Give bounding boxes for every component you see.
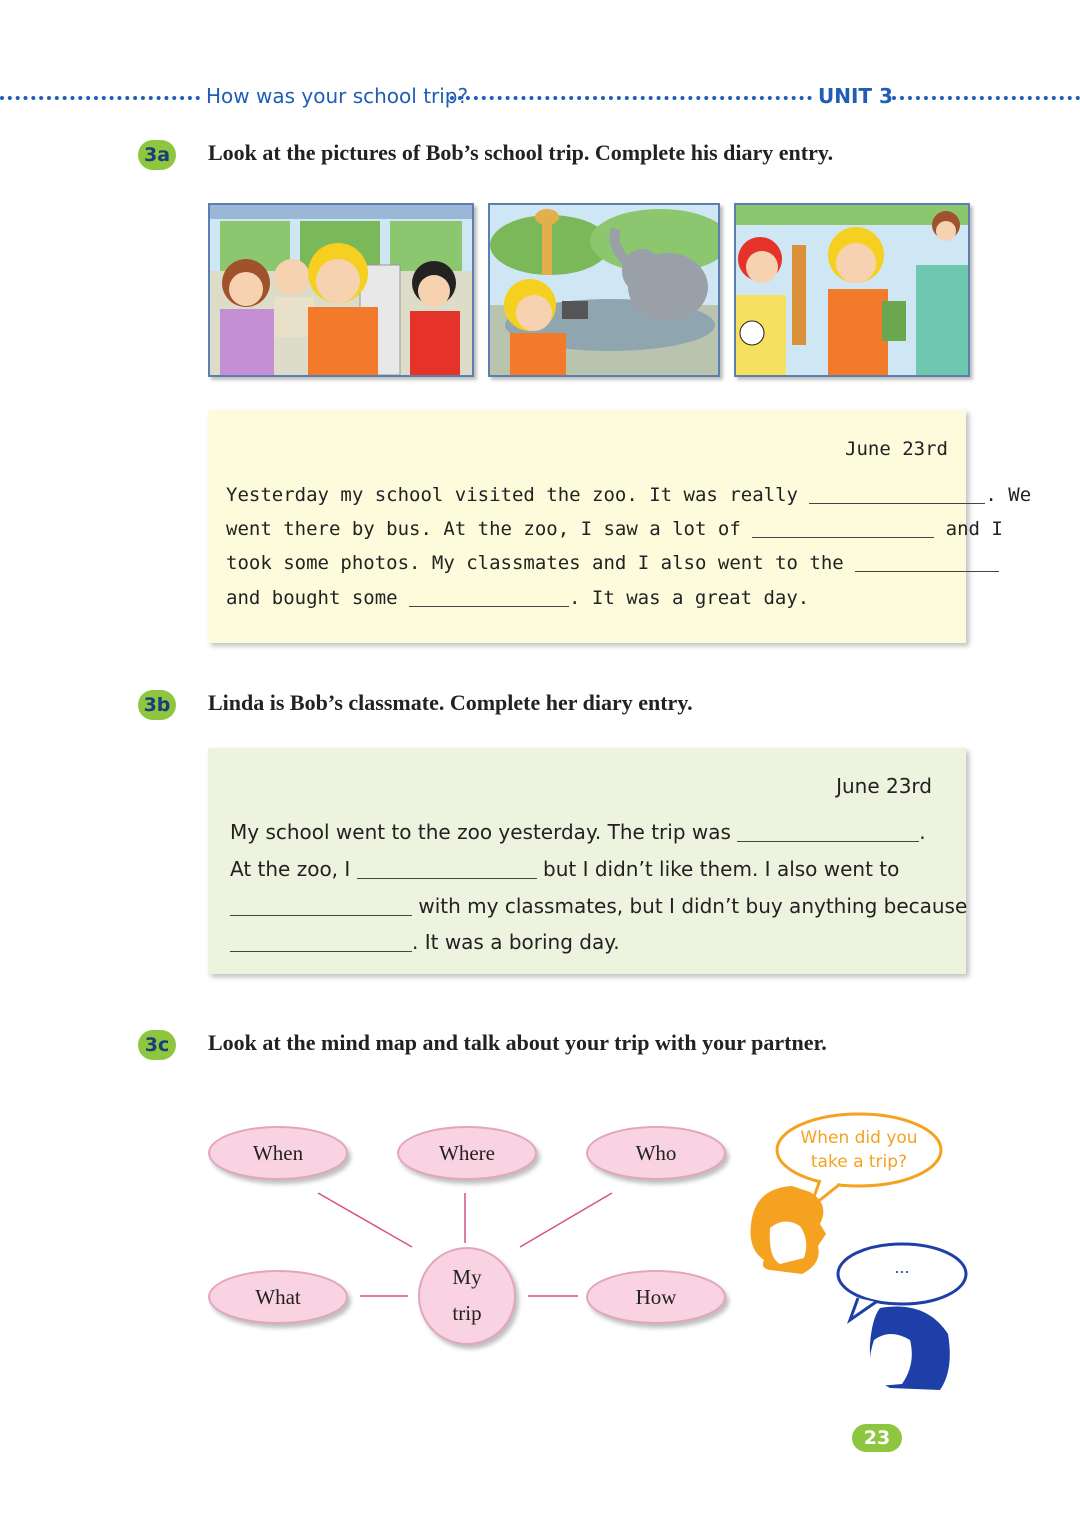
instruction-3b: Linda is Bob’s classmate. Complete her diary entry. [208, 690, 693, 715]
diary-date: June 23rd [836, 774, 932, 798]
diary-text: but I didn’t like them. I also went to [536, 857, 900, 881]
diary-text: My school went to the zoo yesterday. The trip was [230, 820, 738, 844]
mind-map-node-when: When [208, 1126, 348, 1180]
mind-map-center [418, 1247, 516, 1345]
diary-text: . [919, 820, 926, 844]
diary-text: and I [934, 518, 1003, 540]
header-unit: UNIT 3 [818, 84, 893, 108]
diary-text: . It was a boring day. [412, 930, 620, 954]
diary-text: At the zoo, I [230, 857, 357, 881]
speech-bubble-reply: ... [894, 1258, 910, 1277]
header-title: How was your school trip? [206, 84, 469, 108]
diary-text: went there by bus. At the zoo, I saw a lot of [226, 518, 753, 540]
exercise-badge-3b: 3b [138, 690, 176, 720]
diary-text: Yesterday my school visited the zoo. It was really [226, 484, 810, 506]
speech-line: When did you [800, 1128, 918, 1148]
exercise-badge-3c: 3c [138, 1030, 176, 1060]
diary-text: . It was a great day. [569, 587, 810, 609]
mind-map-node-how: How [586, 1270, 726, 1324]
center-label-line2: trip [452, 1301, 482, 1325]
diary-text: with my classmates, but I didn’t buy anything because [412, 894, 968, 918]
diary-text: took some photos. My classmates and I also went to the [226, 552, 856, 574]
center-label-line1: My [452, 1265, 482, 1289]
page-number: 23 [852, 1424, 902, 1452]
instruction-3a: Look at the pictures of Bob’s school trip. Complete his diary entry. [208, 140, 834, 165]
mind-map-node-who: Who [586, 1126, 726, 1180]
mind-map-node-where: Where [397, 1126, 537, 1180]
speech-line: take a trip? [810, 1152, 908, 1172]
diary-date: June 23rd [845, 438, 948, 460]
exercise-badge-3a: 3a [138, 140, 176, 170]
speech-bubble-question [780, 1126, 938, 1174]
instruction-3c: Look at the mind map and talk about your trip with your partner. [208, 1030, 827, 1055]
mind-map-node-what: What [208, 1270, 348, 1324]
diary-text: . We [985, 484, 1032, 506]
diary-text: and bought some [226, 587, 410, 609]
